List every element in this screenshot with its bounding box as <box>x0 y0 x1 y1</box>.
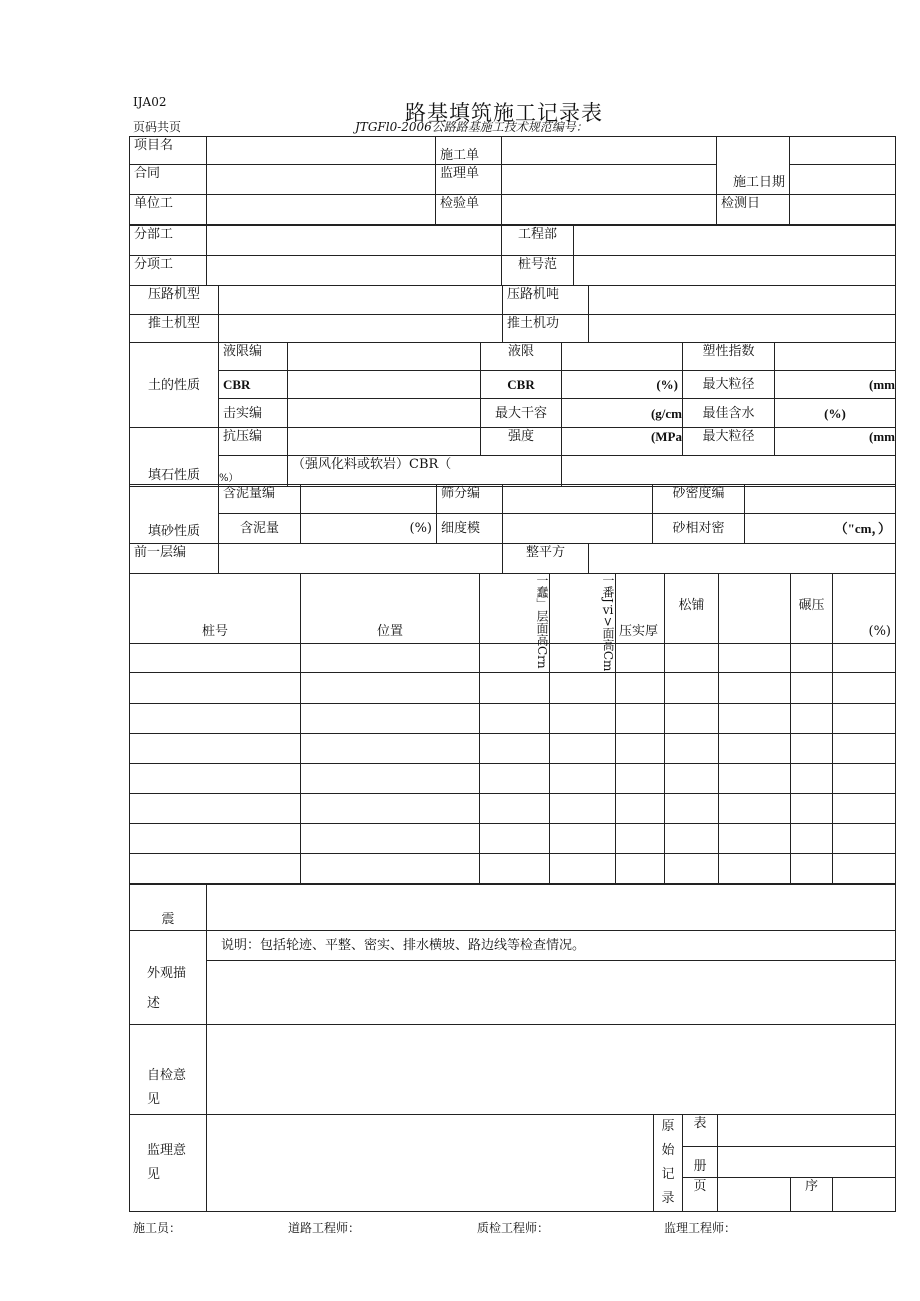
construction-date-value-2[interactable] <box>790 165 896 195</box>
seq-value[interactable] <box>833 1178 896 1212</box>
previous-layer-value[interactable] <box>219 544 503 574</box>
table-row <box>130 764 896 794</box>
cbr-no-value[interactable] <box>288 371 481 399</box>
division-work-label: 分部工 <box>130 226 207 256</box>
original-record-label: 原始记录 <box>654 1115 683 1212</box>
inspection-unit-value[interactable] <box>502 195 717 225</box>
sieve-no-label: 筛分编 <box>437 485 503 514</box>
unit-work-label: 单位工 <box>130 195 207 225</box>
supervision-unit-label: 监理单 <box>436 165 502 195</box>
roller-model-value[interactable] <box>219 286 503 315</box>
unit-work-value[interactable] <box>207 195 436 225</box>
col-station: 桩号 <box>130 574 301 644</box>
dozer-model-label: 推土机型 <box>130 315 219 343</box>
page-note: 页码共页 <box>133 120 182 134</box>
appearance-value[interactable] <box>207 961 896 1025</box>
weathered-cbr-unit: %） <box>219 473 239 484</box>
engineering-dept-label: 工程部 <box>502 226 574 256</box>
rock-max-particle-unit: (mm <box>775 428 896 456</box>
supervision-engineer-signature[interactable]: 监理工程师： <box>664 1221 737 1235</box>
soil-property-label: 土的性质 <box>130 343 219 428</box>
col-layer-elevation: 一蠢」层面高Crn <box>535 574 549 669</box>
liquid-limit-value[interactable] <box>562 343 683 371</box>
roller-tonnage-label: 压路机吨 <box>503 286 589 315</box>
mud-content-label: 含泥量 <box>219 514 301 544</box>
cbr-label: CBR <box>219 371 288 399</box>
col-compacted-thickness: 压实厚 <box>616 574 665 644</box>
col-loose-blank <box>719 574 791 644</box>
leveling-value[interactable] <box>589 544 896 574</box>
self-check-value[interactable] <box>207 1025 896 1115</box>
optimum-moisture-label: 最佳含水 <box>683 399 775 428</box>
moisture-unit: (%) <box>775 399 896 428</box>
roller-model-label: 压路机型 <box>130 286 219 315</box>
plasticity-index-label: 塑性指数 <box>683 343 775 371</box>
inspection-unit-label: 检验单 <box>436 195 502 225</box>
appearance-note: 说明：包括轮迹、平整、密实、排水横坡、路边线等检查情况。 <box>207 931 896 961</box>
sand-table <box>129 484 896 544</box>
col-roll: 碾压 <box>791 574 833 644</box>
contract-label: 合同 <box>130 165 207 195</box>
dozer-model-value[interactable] <box>219 315 503 343</box>
col-position: 位置 <box>301 574 480 644</box>
station-records-table <box>129 573 896 884</box>
weathered-cbr-value[interactable] <box>562 456 896 487</box>
division-work-value[interactable] <box>207 226 502 256</box>
table-row <box>130 794 896 824</box>
max-dry-density-label: 最大干容 <box>481 399 562 428</box>
table-row <box>130 824 896 854</box>
remarks-table <box>129 884 896 1212</box>
col-surface-elevation: 一番Jⅵ>面高Cm <box>601 574 615 672</box>
cbr-unit: (%) <box>562 371 683 399</box>
strength-unit: (MPa <box>562 428 683 456</box>
max-particle-unit: (mm <box>775 371 896 399</box>
sieve-no-value[interactable] <box>503 485 653 514</box>
construction-date-label: 施工日期 <box>717 137 790 195</box>
self-check-label: 自检意见 <box>130 1025 207 1115</box>
info-table <box>129 136 896 225</box>
sheet-value[interactable] <box>718 1115 896 1147</box>
mud-unit: (%) <box>301 514 437 544</box>
qc-engineer-signature[interactable]: 质检工程师： <box>477 1221 550 1235</box>
fineness-label: 细度模 <box>437 514 503 544</box>
col-loose: 松铺 <box>665 574 719 644</box>
roller-tonnage-value[interactable] <box>589 286 896 315</box>
project-name-label: 项目名 <box>130 137 207 165</box>
table-row <box>130 673 896 704</box>
quake-value[interactable] <box>207 885 896 931</box>
rock-table <box>129 427 896 487</box>
seq-label: 序 <box>791 1178 833 1212</box>
road-engineer-signature[interactable]: 道路工程师： <box>288 1221 361 1235</box>
mud-content-no-label: 含泥量编 <box>219 485 301 514</box>
contract-value[interactable] <box>207 165 436 195</box>
station-range-label: 桩号范 <box>502 256 574 286</box>
construction-date-value[interactable] <box>790 137 896 165</box>
table-row <box>130 734 896 764</box>
subitem-work-label: 分项工 <box>130 256 207 286</box>
rock-property-label: 填石性质 <box>130 428 219 487</box>
table-row <box>130 854 896 884</box>
cbr-label-2: CBR <box>481 371 562 399</box>
soil-table <box>129 342 896 428</box>
plasticity-index-value[interactable] <box>775 343 896 371</box>
machine-table <box>129 285 896 343</box>
compressive-no-value[interactable] <box>288 428 481 456</box>
station-range-value[interactable] <box>574 256 896 286</box>
weathered-cbr-label: （强风化料或软岩）CBR（ <box>292 457 452 472</box>
relative-density-label: 砂相对密 <box>653 514 745 544</box>
compaction-no-label: 击实编 <box>219 399 288 428</box>
project-name-value[interactable] <box>207 137 436 165</box>
sand-density-no-label: 砂密度编 <box>653 485 745 514</box>
engineering-dept-value[interactable] <box>574 226 896 256</box>
previous-layer-table <box>129 543 896 574</box>
table-row <box>130 704 896 734</box>
test-date-label: 检测日 <box>717 195 790 225</box>
rock-max-particle-label: 最大粒径 <box>683 428 775 456</box>
test-date-value[interactable] <box>790 195 896 225</box>
liquid-limit-no-value[interactable] <box>288 343 481 371</box>
dozer-power-label: 推土机功 <box>503 315 589 343</box>
page-title: 路基填筑施工记录表 <box>405 101 603 125</box>
sand-property-label: 填砂性质 <box>130 485 219 544</box>
leveling-label: 整平方 <box>503 544 589 574</box>
density-unit: （"cm，） <box>745 514 896 544</box>
previous-layer-label: 前一层编 <box>130 544 219 574</box>
page-value[interactable] <box>718 1178 791 1212</box>
liquid-limit-label: 液限 <box>481 343 562 371</box>
mud-content-no-value[interactable] <box>301 485 437 514</box>
construction-unit-label: 施工单 <box>436 137 502 165</box>
construction-unit-value[interactable] <box>502 137 717 165</box>
subitem-work-value[interactable] <box>207 256 502 286</box>
liquid-limit-no-label: 液限编 <box>219 343 288 371</box>
max-particle-label: 最大粒径 <box>683 371 775 399</box>
appearance-label: 外观描述 <box>130 931 207 1025</box>
supervisor-value[interactable] <box>207 1115 654 1212</box>
quake-label: 震 <box>130 885 207 931</box>
standard-code: JTGFl0-2006公路路基施工技术规范编号： <box>355 120 588 134</box>
dozer-power-value[interactable] <box>589 315 896 343</box>
fineness-value[interactable] <box>503 514 653 544</box>
strength-label: 强度 <box>481 428 562 456</box>
supervisor-label: 监理意见 <box>130 1115 207 1212</box>
dry-density-unit: (g/cm <box>562 399 683 428</box>
record-rows <box>130 644 896 884</box>
division-table <box>129 225 896 286</box>
constructor-signature[interactable]: 施工员： <box>133 1221 182 1235</box>
volume-value[interactable] <box>718 1146 896 1178</box>
form-code: IJA02 <box>133 95 167 109</box>
compressive-no-label: 抗压编 <box>219 428 288 456</box>
compaction-no-value[interactable] <box>288 399 481 428</box>
table-row <box>130 644 896 673</box>
sand-density-no-value[interactable] <box>745 485 896 514</box>
page-label: 页 <box>683 1178 718 1212</box>
col-percent: (%) <box>833 574 896 644</box>
volume-label: 册 <box>683 1146 718 1178</box>
sheet-label: 表 <box>683 1115 718 1147</box>
supervision-unit-value[interactable] <box>502 165 717 195</box>
